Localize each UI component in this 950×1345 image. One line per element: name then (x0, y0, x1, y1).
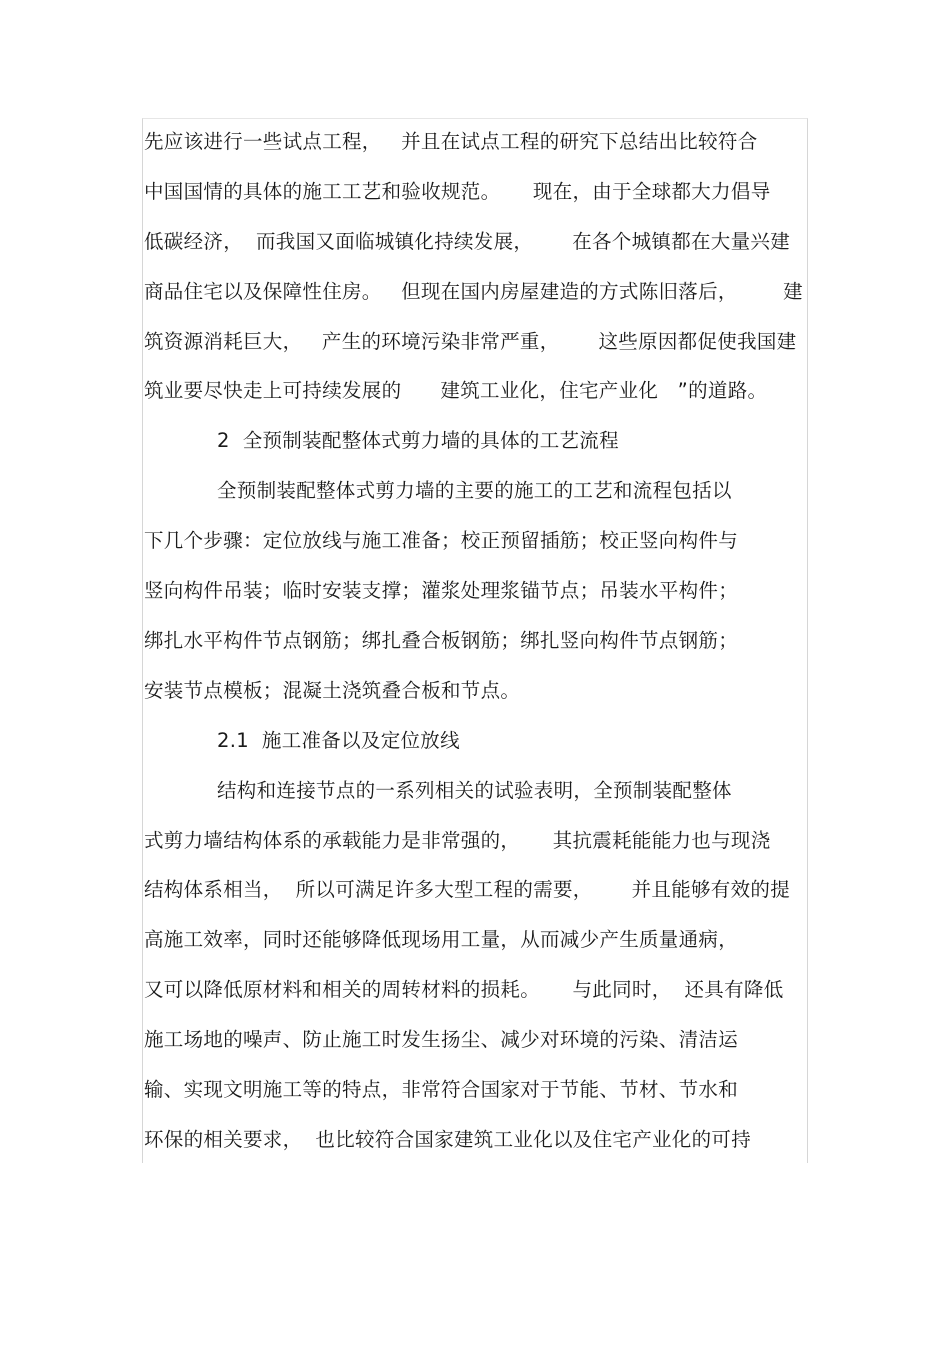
body-text-line: 结构和连接节点的一系列相关的试验表明，全预制装配整体 (217, 779, 732, 802)
section-heading: 2 全预制装配整体式剪力墙的具体的工艺流程 (217, 429, 619, 452)
body-text-line: 环保的相关要求， 也比较符合国家建筑工业化以及住宅产业化的可持 (144, 1128, 751, 1151)
body-text-line: 全预制装配整体式剪力墙的主要的施工的工艺和流程包括以 (217, 479, 732, 502)
body-text-line: 结构体系相当， 所以可满足许多大型工程的需要， 并且能够有效的提 (144, 878, 790, 901)
body-text-line: 商品住宅以及保障性住房。 但现在国内房屋建造的方式陈旧落后， 建 (144, 280, 803, 303)
body-text-line: 筑业要尽快走上可持续发展的 建筑工业化，住宅产业化 ”的道路。 (144, 379, 768, 402)
body-text-line: 低碳经济， 而我国又面临城镇化持续发展， 在各个城镇都在大量兴建 (144, 230, 790, 253)
body-text-line: 输、实现文明施工等的特点，非常符合国家对于节能、节材、节水和 (144, 1078, 739, 1101)
body-text-line: 下几个步骤：定位放线与施工准备；校正预留插筋；校正竖向构件与 (144, 529, 739, 552)
body-text-line: 绑扎水平构件节点钢筋；绑扎叠合板钢筋；绑扎竖向构件节点钢筋； (144, 629, 739, 652)
body-text-line: 竖向构件吊装；临时安装支撑；灌浆处理浆锚节点；吊装水平构件； (144, 579, 739, 602)
body-text-line: 筑资源消耗巨大， 产生的环境污染非常严重， 这些原因都促使我国建 (144, 330, 797, 353)
body-text-line: 先应该进行一些试点工程， 并且在试点工程的研究下总结出比较符合 (144, 130, 758, 153)
body-text-line: 高施工效率，同时还能够降低现场用工量，从而减少产生质量通病， (144, 928, 739, 951)
subsection-heading: 2.1 施工准备以及定位放线 (217, 729, 460, 752)
body-text-line: 安装节点模板；混凝土浇筑叠合板和节点。 (144, 679, 521, 702)
body-text-line: 中国国情的具体的施工工艺和验收规范。 现在，由于全球都大力倡导 (144, 180, 771, 203)
body-text-line: 式剪力墙结构体系的承载能力是非常强的， 其抗震耗能能力也与现浇 (144, 829, 771, 852)
body-text-line: 施工场地的噪声、防止施工时发生扬尘、减少对环境的污染、清洁运 (144, 1028, 739, 1051)
body-text-line: 又可以降低原材料和相关的周转材料的损耗。 与此同时， 还具有降低 (144, 978, 784, 1001)
